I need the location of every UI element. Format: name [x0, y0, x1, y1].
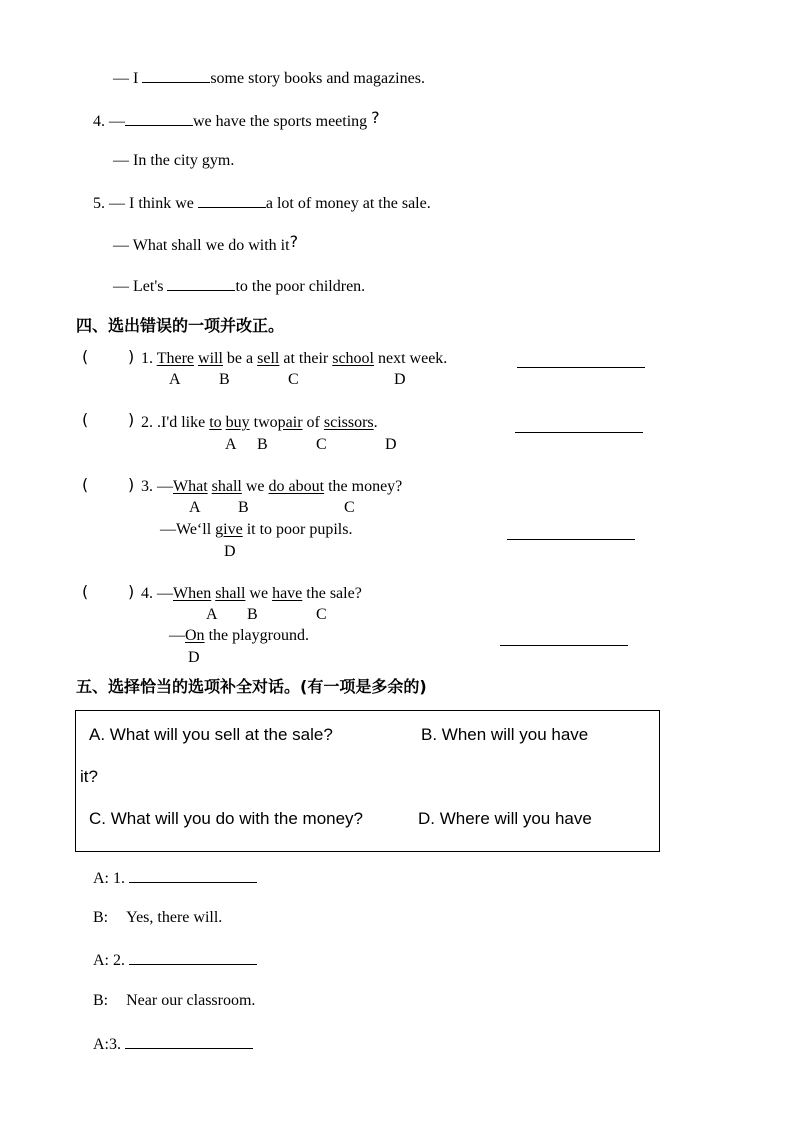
item1-word-b: will	[198, 350, 223, 367]
dialog-line-5	[93, 1034, 253, 1055]
part5-heading: 五、选择恰当的选项补全对话。(有一项是多余的)	[76, 677, 427, 696]
dialog-line-1	[93, 868, 257, 889]
question-4	[93, 108, 380, 132]
q5-number: 5. — I think we	[93, 195, 194, 212]
line1-text: some story books and magazines.	[210, 70, 425, 87]
dialog-line-4	[93, 991, 255, 1011]
item4-letter-a: A	[206, 606, 218, 623]
item1-word-d: school	[332, 350, 374, 367]
item4-word-c: have	[272, 585, 303, 602]
dialog-text-2: Yes, there will.	[126, 909, 223, 926]
q4-text: we have the sports meeting	[193, 113, 368, 130]
item4-line2	[169, 626, 309, 646]
dialog-speaker-4: B:	[93, 992, 109, 1009]
item1-letter-a: A	[169, 371, 181, 388]
item4-sentence	[141, 584, 362, 604]
item2-paren-open[interactable]: (	[82, 410, 89, 429]
q4-answer: — In the city gym.	[113, 152, 235, 169]
item3-line2-post: it to poor pupils.	[246, 521, 353, 538]
item1-text-3: next week.	[378, 350, 448, 367]
q5b-text: — What shall we do with it	[113, 237, 290, 254]
item3-line2	[160, 520, 352, 540]
blank-1[interactable]	[142, 68, 210, 83]
item4-paren-close[interactable]: )	[128, 582, 135, 601]
item2-word-d: scissors	[323, 414, 374, 431]
question-5	[93, 193, 431, 214]
item2-answer-line[interactable]	[515, 432, 643, 433]
dialog-text-4: Near our classroom.	[126, 992, 256, 1009]
dialog-speaker-2: B:	[93, 909, 109, 926]
item3-text-2: the money?	[328, 478, 403, 495]
item2-letter-b: B	[257, 436, 268, 453]
q5-line-b	[113, 232, 299, 256]
dialog-speaker-1: A: 1.	[93, 870, 125, 887]
item4-line2-pre: —	[169, 627, 185, 644]
line1-dash: — I	[113, 70, 139, 87]
item1-letter-b: B	[219, 371, 230, 388]
item3-letter-a: A	[189, 499, 201, 516]
item2-word-b: buy	[225, 414, 250, 431]
q5-text: a lot of money at the sale.	[265, 195, 431, 212]
item3-letter-c: C	[344, 499, 355, 516]
item2-paren-close[interactable]: )	[128, 410, 135, 429]
dialog-speaker-5: A:3.	[93, 1036, 121, 1053]
item3-answer-line[interactable]	[507, 539, 635, 540]
item2-sentence	[141, 413, 378, 433]
blank-q5c[interactable]	[167, 276, 235, 291]
item2-number: 2. .I'd like	[141, 414, 206, 431]
item4-line2-post: the playground.	[208, 627, 309, 644]
item3-paren-close[interactable]: )	[128, 475, 135, 494]
item1-letter-d: D	[394, 371, 406, 388]
dialog-blank-1[interactable]	[129, 868, 257, 883]
item2-text-2: of	[306, 414, 320, 431]
q5c-dash: — Let's	[113, 278, 164, 295]
blank-q4[interactable]	[125, 111, 193, 126]
item1-letter-c: C	[288, 371, 299, 388]
blank-q5[interactable]	[198, 193, 266, 208]
option-a: A. What will you sell at the sale?	[89, 725, 333, 744]
item3-paren-open[interactable]: (	[82, 475, 89, 494]
item3-text-1: we	[245, 478, 265, 495]
option-c: C. What will you do with the money?	[89, 809, 364, 828]
item4-answer-line[interactable]	[500, 645, 628, 646]
item2-word-c: pair	[277, 414, 303, 431]
item1-paren-open[interactable]: (	[82, 347, 89, 366]
item3-word-c: do about	[268, 478, 325, 495]
item2-text-3: .	[373, 414, 378, 431]
item4-letter-d: D	[188, 649, 200, 666]
item4-word-a: When	[173, 585, 212, 602]
dialog-speaker-3: A: 2.	[93, 952, 125, 969]
item3-number: 3. —	[141, 478, 173, 495]
option-d: D. Where will you have	[418, 809, 592, 828]
fill-line-1	[113, 68, 425, 89]
q4-question-mark: ?	[371, 108, 380, 127]
item2-letter-d: D	[385, 436, 397, 453]
item2-text-1: two	[253, 414, 278, 431]
item1-sentence	[141, 349, 447, 369]
item4-word-b: shall	[215, 585, 246, 602]
item4-text-1: we	[249, 585, 269, 602]
item3-sentence	[141, 477, 402, 497]
dialog-blank-5[interactable]	[125, 1034, 253, 1049]
item3-word-b: shall	[211, 478, 242, 495]
item3-letter-d: D	[224, 543, 236, 560]
q5c-text: to the poor children.	[235, 278, 366, 295]
options-box	[75, 710, 660, 852]
item3-word-d: give	[215, 521, 243, 538]
q4-number: 4. —	[93, 113, 125, 130]
item1-paren-close[interactable]: )	[128, 347, 135, 366]
item4-number: 4. —	[141, 585, 173, 602]
item4-paren-open[interactable]: (	[82, 582, 89, 601]
option-b-continued: it?	[80, 767, 98, 786]
q5b-question-mark: ?	[289, 232, 299, 251]
item2-word-a: to	[209, 414, 222, 431]
part4-heading: 四、选出错误的一项并改正。	[76, 316, 285, 335]
item4-letter-b: B	[247, 606, 258, 623]
option-b: B. When will you have	[421, 725, 589, 744]
item1-word-a: There	[156, 350, 195, 367]
item1-number: 1.	[141, 350, 153, 367]
item4-word-d: On	[185, 627, 205, 644]
dialog-line-3	[93, 950, 257, 971]
item1-word-c: sell	[257, 350, 280, 367]
item4-letter-c: C	[316, 606, 327, 623]
dialog-line-2	[93, 908, 222, 928]
item3-letter-b: B	[238, 499, 249, 516]
item1-text-2: at their	[283, 350, 329, 367]
item3-word-a: What	[173, 478, 208, 495]
item4-text-2: the sale?	[306, 585, 362, 602]
item1-answer-line[interactable]	[517, 367, 645, 368]
item2-letter-c: C	[316, 436, 327, 453]
item3-line2-pre: —We‘ll	[160, 521, 212, 538]
dialog-blank-3[interactable]	[129, 950, 257, 965]
q5-line-c	[113, 276, 365, 297]
item2-letter-a: A	[225, 436, 237, 453]
item1-text-1: be a	[226, 350, 254, 367]
